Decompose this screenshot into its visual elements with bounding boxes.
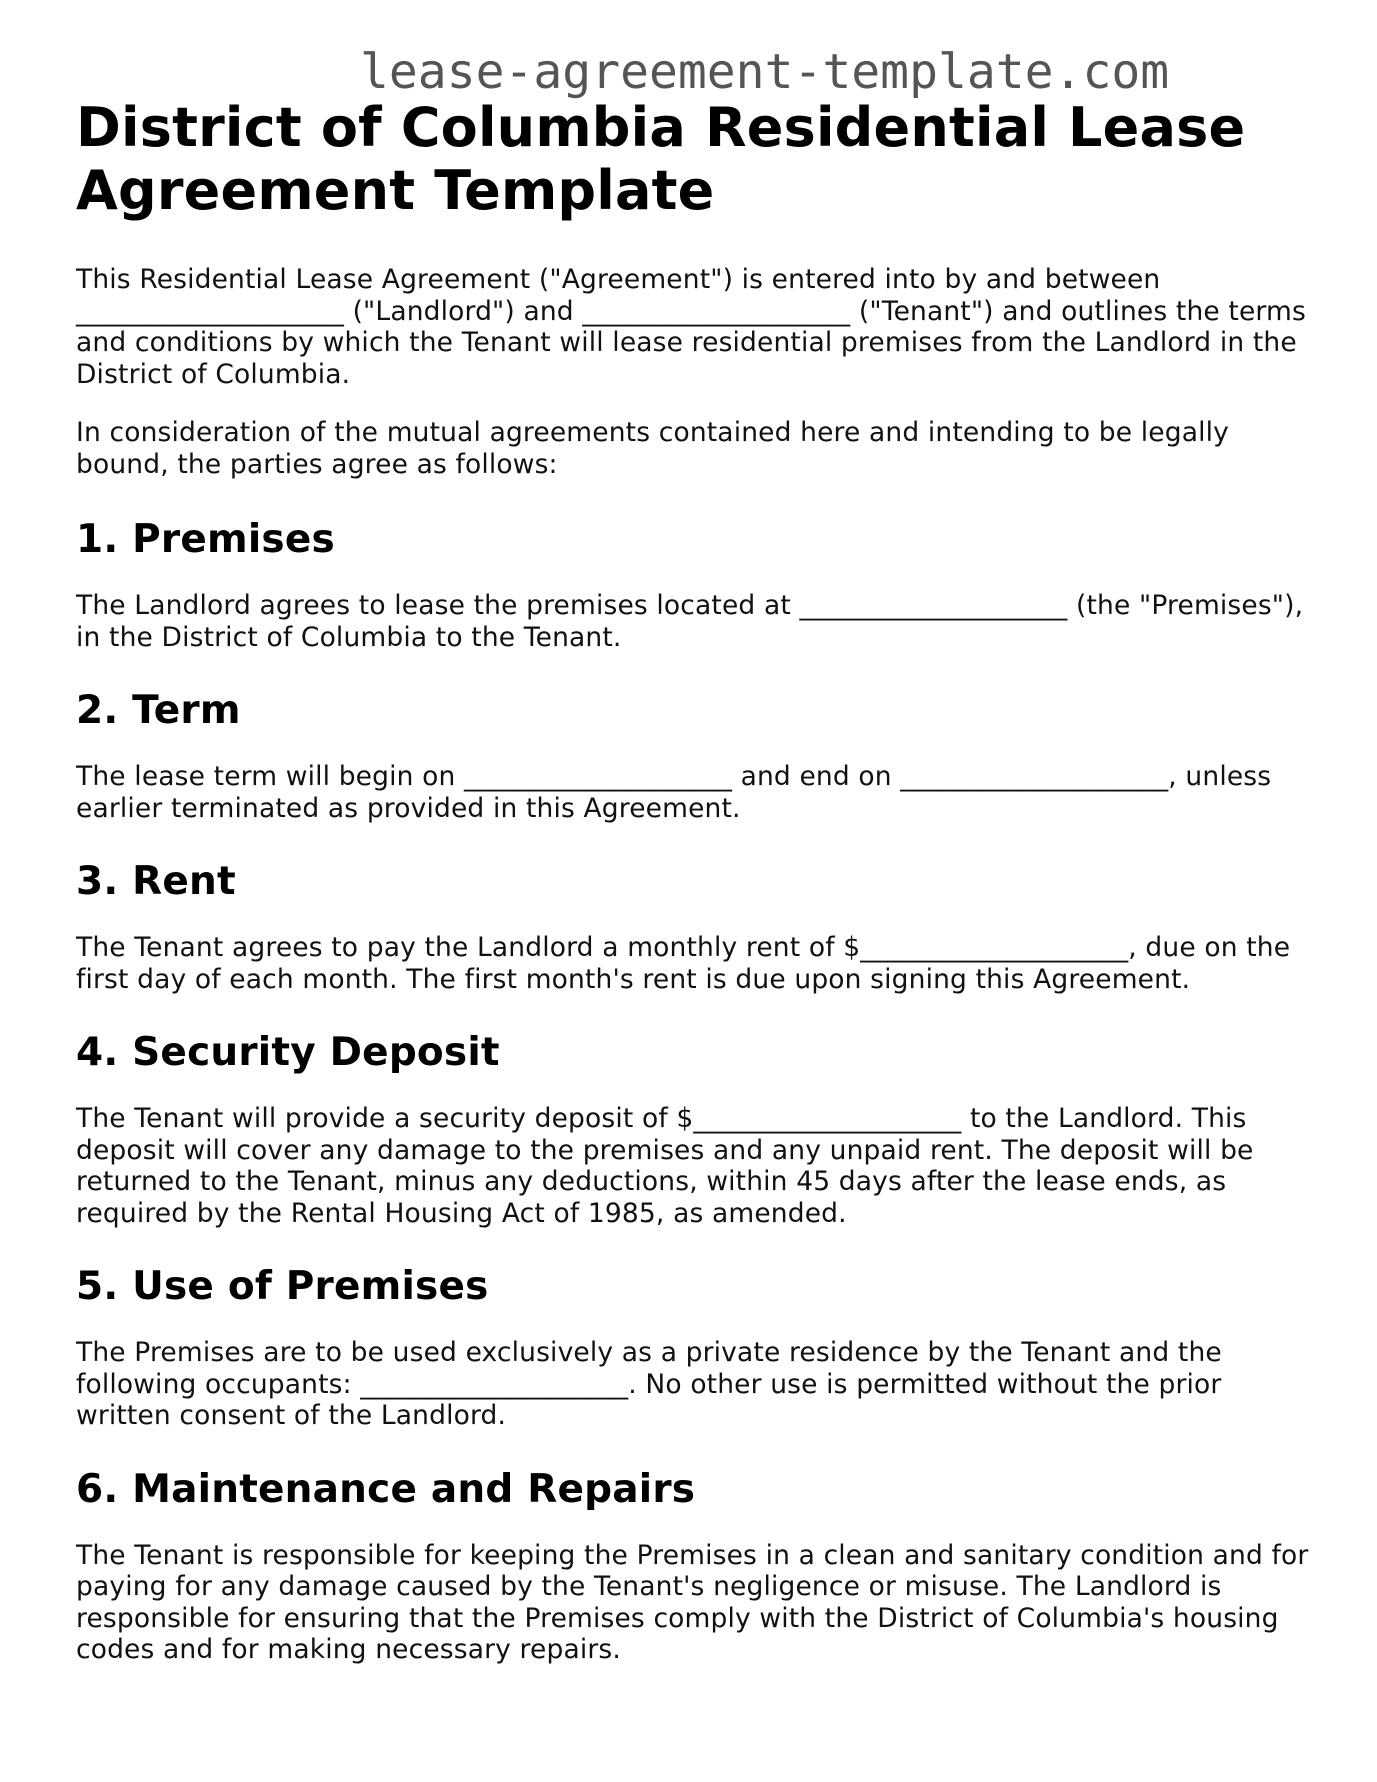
section-body: The Landlord agrees to lease the premises located at ____________________ (the "Premises"), in the District of Columbia to the Tenant.	[76, 590, 1304, 653]
section-term	[76, 688, 1316, 824]
section-rent	[76, 859, 1316, 995]
section-use-of-premises	[76, 1264, 1316, 1432]
section-security-deposit	[76, 1030, 1316, 1229]
section-body: The Tenant is responsible for keeping the Premises in a clean and sanitary condition and for paying for any damage caused by the Tenant's negligence or misuse. The Landlord is responsible for ensuring that the Premises comply with the District of Columbia's housing codes and for making necessary repairs.	[76, 1539, 1309, 1665]
intro-paragraph-parties: This Residential Lease Agreement ("Agreement") is entered into by and between ____________________ ("Landlord") and ____________________ ("Tenant") and outlines the terms and conditions by which the Tenant will lease residential premises from the Landlord in the District of Columbia.	[76, 264, 1306, 390]
section-body: The Tenant agrees to pay the Landlord a monthly rent of $____________________, due on the first day of each month. The first month's rent is due upon signing this Agreement.	[76, 932, 1291, 995]
section-heading: 6. Maintenance and Repairs	[76, 1466, 696, 1512]
section-heading: 4. Security Deposit	[76, 1030, 500, 1075]
section-body: The Premises are to be used exclusively as a private residence by the Tenant and the following occupants: ____________________. No other use is permitted without the prior written consent of the Landlord.	[76, 1337, 1222, 1431]
intro-paragraph-consideration: In consideration of the mutual agreements contained here and intending to be legally bound, the parties agree as follows:	[76, 417, 1229, 480]
section-premises	[76, 517, 1316, 653]
lease-document	[76, 96, 1316, 1666]
section-heading: 5. Use of Premises	[76, 1264, 489, 1309]
section-body: The lease term will begin on ____________________ and end on ____________________, unless earlier terminated as provided in this Agreement.	[76, 761, 1272, 824]
section-heading: 2. Term	[76, 688, 241, 733]
section-body: The Tenant will provide a security deposit of $____________________ to the Landlord. This deposit will cover any damage to the premises and any unpaid rent. The deposit will be returned to the Tenant, minus any deductions, within 45 days after the lease ends, as required by the Rental Housing Act of 1985, as amended.	[76, 1103, 1254, 1229]
section-heading: 1. Premises	[76, 517, 335, 562]
site-watermark: lease-agreement-template.com	[360, 44, 1170, 100]
section-maintenance-and-repairs	[76, 1467, 1316, 1666]
document-title: District of Columbia Residential Lease Agreement Template	[76, 96, 1246, 222]
section-heading: 3. Rent	[76, 859, 236, 904]
